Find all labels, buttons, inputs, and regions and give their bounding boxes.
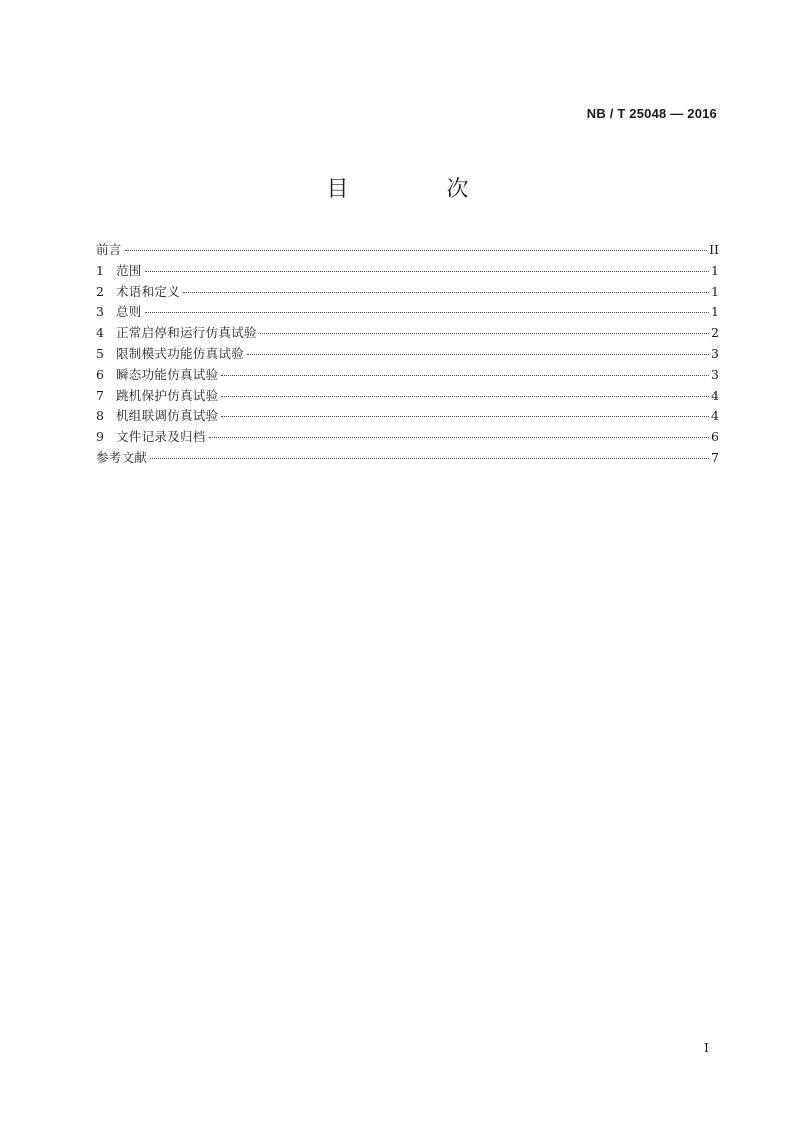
toc-entry-page: 3 [711,345,719,361]
toc-entry-page: 6 [711,429,719,445]
toc-dot-leader [183,291,709,293]
toc-entry-number: 7 [96,387,104,403]
toc-dot-leader [145,311,709,313]
page-number: I [704,1040,709,1055]
toc-dot-leader [221,395,709,397]
toc-entry-5[interactable] [96,344,719,365]
toc-entry-3[interactable] [96,302,719,323]
toc-dot-leader [260,332,709,334]
toc-dot-leader [221,374,709,376]
toc-entry-page: 4 [711,408,719,424]
toc-entry-1[interactable] [96,261,719,282]
toc-title: 目 次 [326,177,507,202]
standard-number: NB / T 25048 — 2016 [586,106,717,121]
toc-entry-text: 文件记录及归档 [116,429,206,445]
toc-entry-text: 限制模式功能仿真试验 [116,345,245,361]
toc-entry-number: 8 [96,408,104,424]
toc-entry-page: 1 [711,262,719,278]
toc-entry-page: 1 [711,283,719,299]
toc-dot-leader [209,436,709,438]
toc-dot-leader [150,457,709,459]
toc-dot-leader [145,270,709,272]
toc-entry-foreword[interactable] [96,240,719,261]
toc-entry-text: 机组联调仿真试验 [116,408,219,424]
toc-dot-leader [247,353,709,355]
toc-entry-8[interactable] [96,406,719,427]
toc-entry-text: 总则 [116,304,142,320]
toc-entry-text: 瞬态功能仿真试验 [116,366,219,382]
toc-entry-2[interactable] [96,282,719,303]
toc-entry-text: 范围 [116,262,142,278]
toc-entry-page: 7 [711,449,719,465]
toc-dot-leader [221,415,709,417]
toc-entry-9[interactable] [96,427,719,448]
toc-entry-text: 术语和定义 [116,283,181,299]
toc-entry-7[interactable] [96,386,719,407]
toc-entry-number: 3 [96,304,104,320]
toc-entry-text: 跳机保护仿真试验 [116,387,219,403]
toc-dot-leader [125,249,708,251]
toc-entry-references[interactable] [96,448,719,469]
toc-entry-number: 2 [96,283,104,299]
toc-entry-4[interactable] [96,323,719,344]
toc-entry-number: 9 [96,429,104,445]
toc-entry-text: 参考文献 [96,449,148,465]
toc-entry-page: 3 [711,366,719,382]
toc-entry-page: II [709,242,719,257]
toc-entry-number: 1 [96,262,104,278]
toc-entry-text: 正常启停和运行仿真试验 [116,325,257,341]
table-of-contents [96,240,719,469]
toc-entry-page: 2 [711,325,719,341]
toc-entry-page: 4 [711,387,719,403]
toc-entry-number: 6 [96,366,104,382]
toc-entry-number: 4 [96,325,104,341]
toc-entry-text: 前言 [96,242,122,257]
toc-entry-page: 1 [711,304,719,320]
toc-entry-6[interactable] [96,365,719,386]
toc-entry-number: 5 [96,345,104,361]
